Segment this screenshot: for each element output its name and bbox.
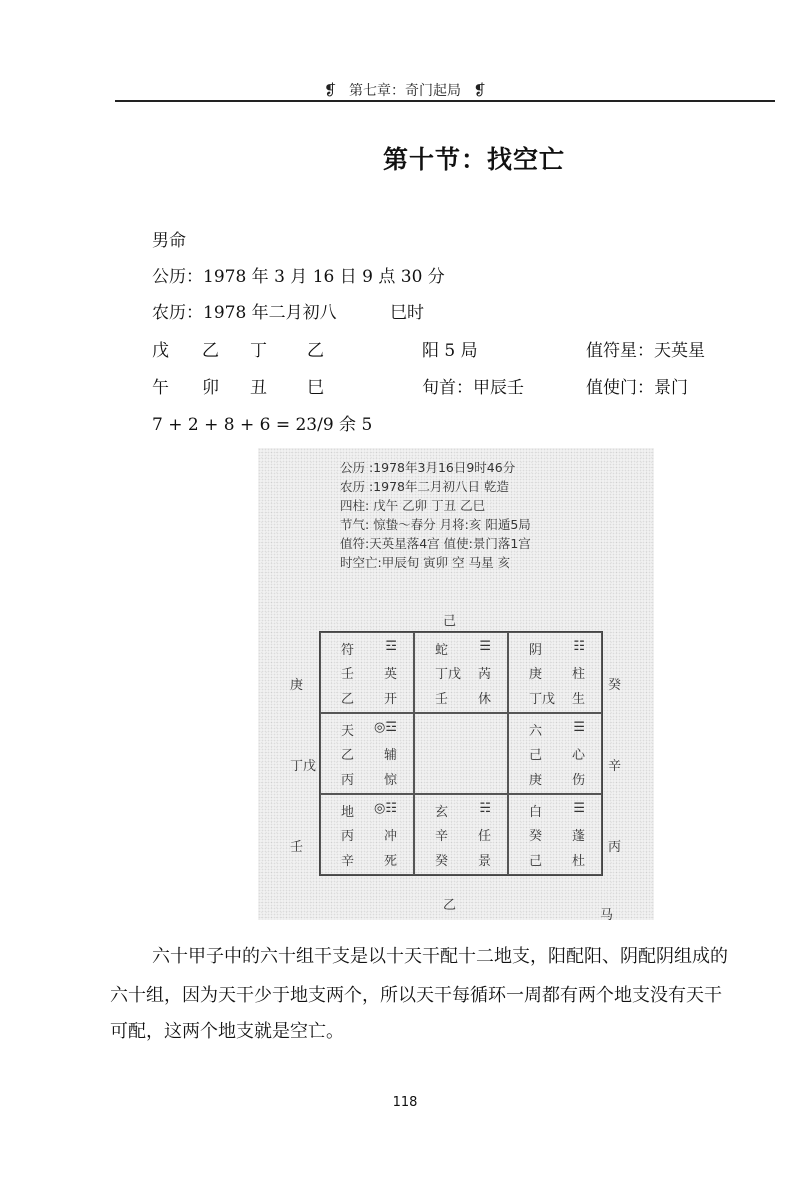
ornament-right-icon: ❡ — [473, 81, 487, 99]
chart-info-solar: 公历 :1978年3月16日9时46分 — [340, 460, 516, 475]
stem-day: 丁 — [250, 341, 267, 361]
palace-cell-text: 癸 — [529, 829, 543, 844]
palace-row — [435, 688, 491, 707]
palace-cell-text: 冲 — [383, 829, 397, 844]
palace-cell-text: ☰ — [573, 801, 585, 816]
palace-row — [341, 720, 397, 739]
label-right-3: 丙 — [608, 840, 622, 855]
palace-row — [341, 663, 397, 682]
palace-cell-text: 丁戊 — [529, 692, 556, 707]
palace-1 — [414, 794, 508, 875]
palace-cell-text: 休 — [477, 692, 491, 707]
branch-year: 午 — [152, 378, 169, 398]
palace-row — [529, 801, 585, 820]
palace-cell-text: 芮 — [477, 667, 491, 682]
label-horse: 马 — [600, 908, 614, 923]
running-header — [0, 80, 810, 100]
palace-row — [529, 744, 585, 763]
branch-month: 卯 — [202, 378, 219, 398]
palace-cell-text: 丁戊 — [435, 667, 462, 682]
palace-cell-text: 英 — [383, 667, 397, 682]
palace-row — [341, 850, 397, 869]
label-right-2: 辛 — [608, 759, 622, 774]
palace-cell-text: 地 — [341, 805, 355, 820]
chart-info-pillars: 四柱: 戊午 乙卯 丁丑 乙巳 — [340, 498, 486, 513]
palace-row — [529, 720, 585, 739]
stem-year: 戊 — [152, 341, 169, 361]
palace-row — [341, 688, 397, 707]
palace-cell-text: ☵ — [479, 801, 491, 816]
palace-cell-text: ☷ — [573, 639, 585, 654]
chapter-title: 第七章：奇门起局 — [349, 83, 461, 99]
chart-info-jieqi: 节气: 惊蛰～春分 月将:亥 阳遁5局 — [340, 517, 531, 532]
palace-cell-text: 壬 — [435, 692, 449, 707]
palace-row — [435, 639, 491, 658]
palace-cell-text: 符 — [341, 643, 355, 658]
label-top: 己 — [443, 614, 457, 629]
palace-cell-text: ◎☷ — [374, 801, 397, 816]
palace-row — [529, 850, 585, 869]
palace-cell-text: ☲ — [385, 639, 397, 654]
formula: 7 + 2 + 8 + 6 = 23/9 余 5 — [152, 415, 373, 435]
palace-7 — [508, 713, 602, 794]
palace-row — [341, 744, 397, 763]
palace-4 — [320, 632, 414, 713]
palace-cell-text: 景 — [477, 854, 491, 869]
stem-month: 乙 — [202, 341, 219, 361]
palace-cell-text: ◎☲ — [374, 720, 397, 735]
palace-cell-text: 天 — [341, 724, 355, 739]
paragraph-line-1: 六十甲子中的六十组干支是以十天干配十二地支，阳配阳、阴配阴组成的 — [152, 946, 728, 967]
palace-row — [435, 825, 491, 844]
palace-cell-text: 生 — [571, 692, 585, 707]
page-number: 118 — [392, 1095, 418, 1110]
palace-5-center — [414, 713, 508, 794]
palace-cell-text: 癸 — [435, 854, 449, 869]
palace-cell-text: 白 — [529, 805, 543, 820]
palace-cell-text: 辛 — [435, 829, 449, 844]
zhifu: 值符星：天英星 — [586, 341, 705, 361]
palace-row — [529, 769, 585, 788]
label-right-1: 癸 — [608, 678, 622, 693]
palace-cell-text: 开 — [383, 692, 397, 707]
palace-cell-text: ☰ — [479, 639, 491, 654]
palace-cell-text: 蓬 — [571, 829, 585, 844]
palace-row — [341, 801, 397, 820]
palace-cell-text: 庚 — [529, 773, 543, 788]
palace-cell-text: 惊 — [383, 773, 397, 788]
chart-info-kongwang: 时空亡:甲辰旬 寅卯 空 马星 亥 — [340, 555, 511, 570]
branch-day: 丑 — [250, 378, 267, 398]
chart-info-lunar: 农历 :1978年二月初八日 乾造 — [340, 479, 509, 494]
palace-cell-text: 辛 — [341, 854, 355, 869]
palace-cell-text: 乙 — [341, 692, 355, 707]
palace-cell-text: 丙 — [341, 773, 355, 788]
gender: 男命 — [152, 231, 186, 251]
palace-cell-text: 杜 — [571, 854, 585, 869]
palace-row — [435, 801, 491, 820]
palace-cell-text: 乙 — [341, 748, 355, 763]
palace-row — [341, 825, 397, 844]
palace-cell-text: 死 — [383, 854, 397, 869]
qimen-chart-figure — [258, 448, 654, 923]
palace-cell-text: 辅 — [383, 748, 397, 763]
paragraph-line-3: 可配，这两个地支就是空亡。 — [110, 1021, 344, 1042]
palace-cell-text: 阴 — [529, 643, 543, 658]
palace-cell-text: 任 — [477, 829, 491, 844]
palace-cell-text: 己 — [529, 854, 543, 869]
palace-row — [341, 639, 397, 658]
palace-cell-text: 心 — [571, 748, 585, 763]
palace-cell-text: 六 — [529, 724, 543, 739]
section-title: 第十节：找空亡 — [383, 145, 566, 174]
palace-cell-text: 柱 — [571, 667, 585, 682]
palace-3 — [320, 713, 414, 794]
header-rule — [115, 100, 775, 102]
palace-8 — [320, 794, 414, 875]
palace-cell-text: 丙 — [341, 829, 355, 844]
palace-cell-text: 玄 — [435, 805, 449, 820]
xunshou: 旬首：甲辰壬 — [422, 378, 524, 398]
palace-cell-text: 蛇 — [435, 643, 449, 658]
palace-row — [529, 639, 585, 658]
branch-hour: 巳 — [307, 378, 324, 398]
palace-cell-text: 伤 — [571, 773, 585, 788]
palace-cell-text: 庚 — [529, 667, 543, 682]
palace-row — [341, 769, 397, 788]
palace-row — [529, 825, 585, 844]
label-left-1: 庚 — [290, 678, 304, 693]
nine-palace-grid — [319, 631, 603, 876]
chart-info-zhifu: 值符:天英星落4宫 值使:景门落1宫 — [340, 536, 531, 551]
paragraph-line-2: 六十组，因为天干少于地支两个，所以天干每循环一周都有两个地支没有天干 — [110, 985, 722, 1006]
palace-row — [529, 663, 585, 682]
ju: 阳 5 局 — [422, 341, 478, 361]
palace-9 — [414, 632, 508, 713]
palace-row — [435, 663, 491, 682]
label-bottom: 乙 — [443, 898, 457, 913]
palace-row — [529, 688, 585, 707]
palace-2 — [508, 632, 602, 713]
palace-row — [435, 850, 491, 869]
palace-cell-text: ☰ — [573, 720, 585, 735]
palace-cell-text: 己 — [529, 748, 543, 763]
ornament-left-icon: ❡ — [323, 81, 337, 99]
solar-date: 公历：1978 年 3 月 16 日 9 点 30 分 — [152, 267, 445, 287]
lunar-date: 农历：1978 年二月初八 — [152, 303, 337, 323]
palace-6 — [508, 794, 602, 875]
zhishi: 值使门：景门 — [586, 378, 688, 398]
palace-cell-text: 壬 — [341, 667, 355, 682]
label-left-3: 壬 — [290, 840, 304, 855]
lunar-hour: 巳时 — [390, 303, 424, 323]
stem-hour: 乙 — [307, 341, 324, 361]
label-left-2: 丁戊 — [290, 759, 317, 774]
